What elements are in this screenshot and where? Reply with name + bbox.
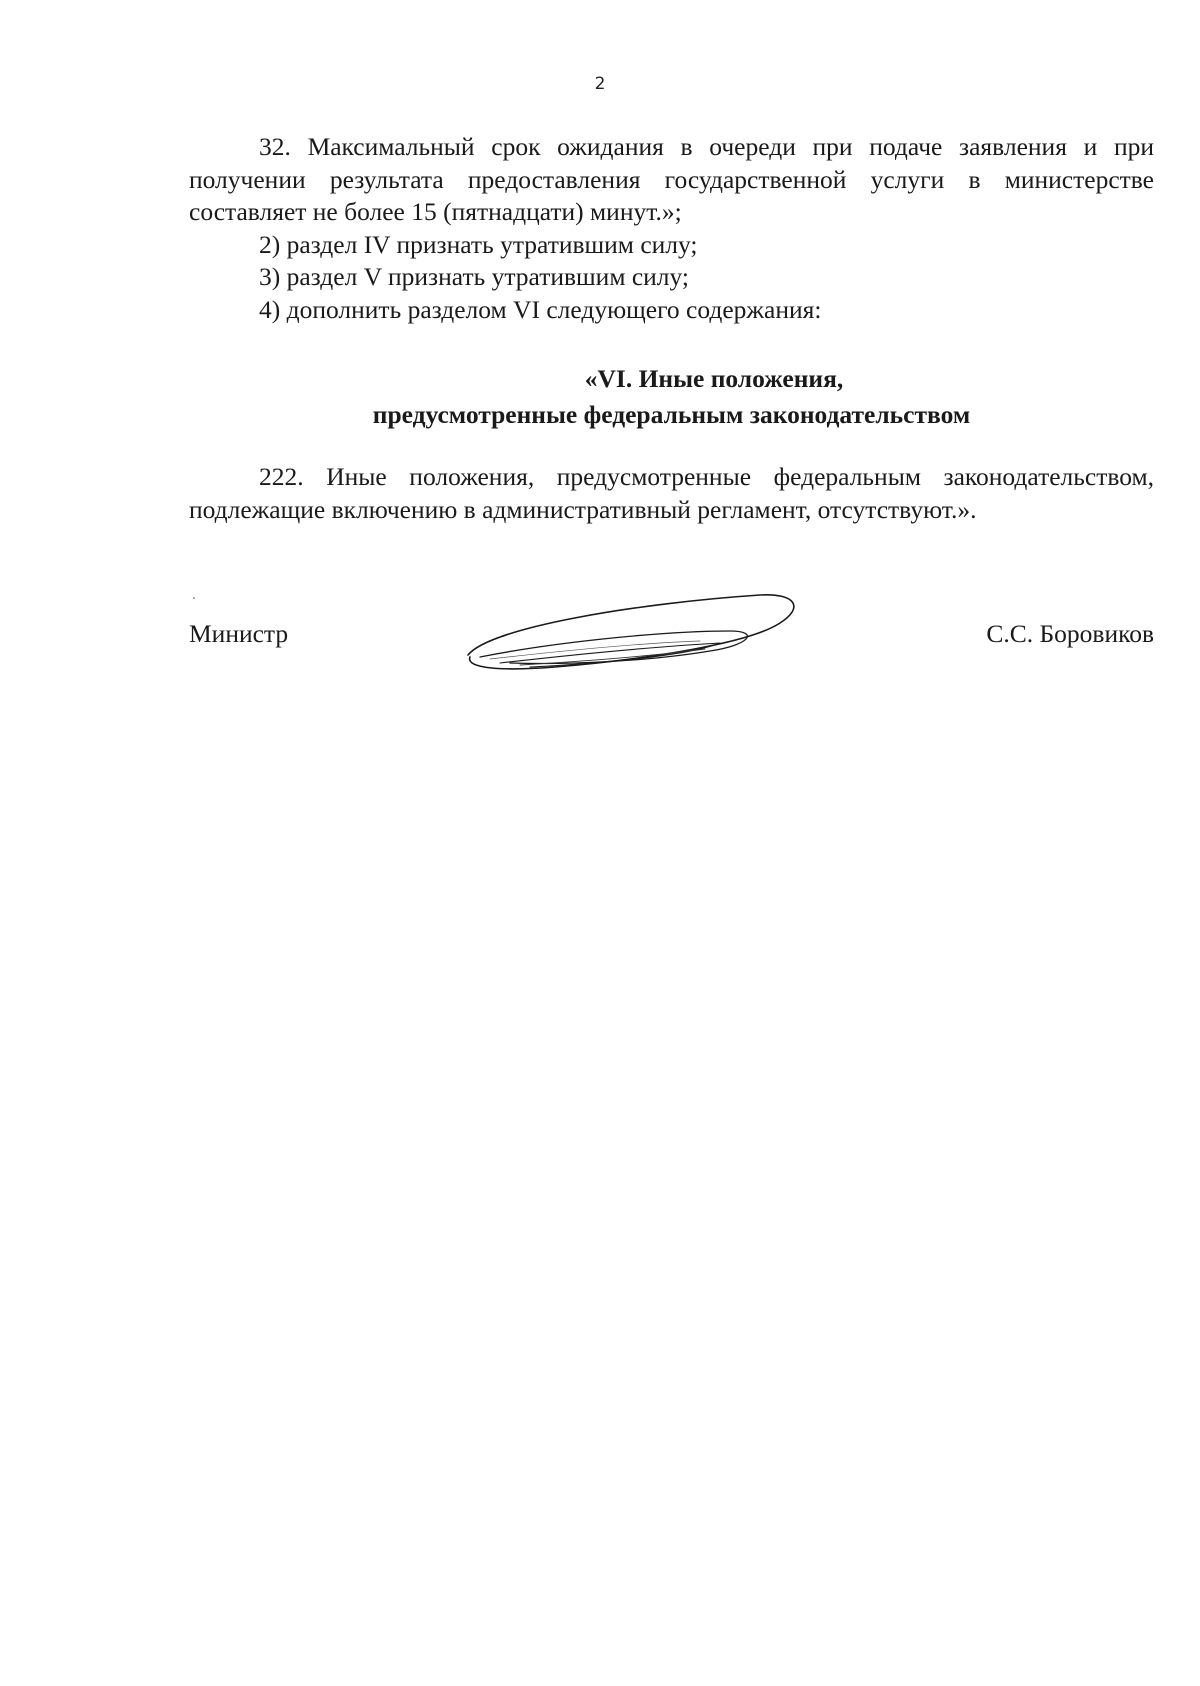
body-text-bottom (189, 461, 1154, 526)
signatory-name: С.С. Боровиков (986, 619, 1154, 648)
page-number: 2 (594, 74, 606, 94)
paragraph-item-222: 222. Иные положения, предусмотренные федеральным законодательством, подлежащие включению в административный регламент, отсутствуют.». (189, 462, 1154, 524)
paragraph-section-v-repeal: 3) раздел V признать утратившим силу; (259, 262, 690, 291)
scan-speck (193, 597, 195, 599)
handwritten-signature (460, 585, 800, 681)
section-heading-line-1: «VI. Иные положения, (584, 364, 844, 393)
paragraph-item-32: 32. Максимальный срок ожидания в очереди при подаче заявления и при получении результата предоставления государственной услуги в министерстве составляет не более 15 (пятнадцати) минут.»; (189, 132, 1154, 226)
body-text-top (189, 131, 1154, 326)
paragraph-section-iv-repeal: 2) раздел IV признать утратившим силу; (259, 229, 698, 259)
signatory-title: Министр (189, 619, 289, 648)
paragraph-add-section-vi: 4) дополнить разделом VI следующего содержания: (259, 294, 822, 324)
section-heading-line-2: предусмотренные федеральным законодательством (372, 400, 971, 429)
section-heading (189, 361, 1154, 433)
